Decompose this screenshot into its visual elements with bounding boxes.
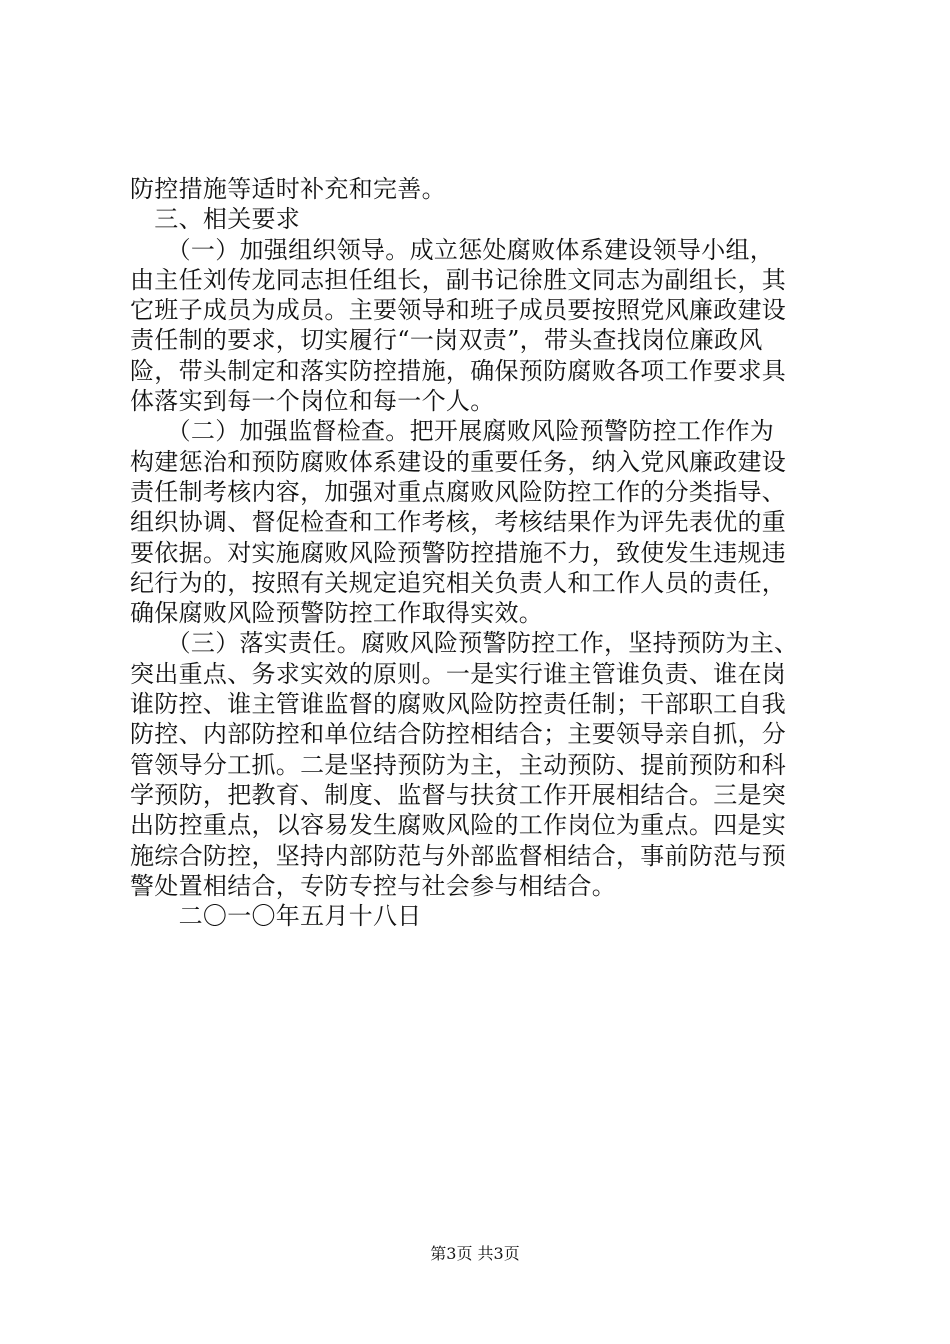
text-line: 体落实到每一个岗位和每一个人。: [130, 387, 495, 416]
text-line: 构建惩治和预防腐败体系建设的重要任务，纳入党风廉政建设: [130, 447, 787, 476]
text-line: 险，带头制定和落实防控措施，确保预防腐败各项工作要求具: [130, 356, 787, 385]
text-line: （一）加强组织领导。成立惩处腐败体系建设领导小组，: [130, 235, 775, 264]
text-line: 由主任刘传龙同志担任组长，副书记徐胜文同志为副组长，其: [130, 265, 787, 294]
text-line: （二）加强监督检查。把开展腐败风险预警防控工作作为: [130, 417, 775, 446]
document-body: [130, 174, 830, 931]
text-line: 组织协调、督促检查和工作考核，考核结果作为评先表优的重: [130, 508, 787, 537]
text-line: 警处置相结合，专防专控与社会参与相结合。: [130, 871, 616, 900]
text-line: 责任制的要求，切实履行“一岗双责”，带头查找岗位廉政风: [130, 326, 763, 355]
text-line: 确保腐败风险预警防控工作取得实效。: [130, 599, 544, 628]
text-line: 管领导分工抓。二是坚持预防为主，主动预防、提前预防和科: [130, 750, 787, 779]
text-line: 施综合防控，坚持内部防范与外部监督相结合，事前防范与预: [130, 841, 787, 870]
text-line: 责任制考核内容，加强对重点腐败风险防控工作的分类指导、: [130, 477, 787, 506]
section-heading: 三、相关要求: [130, 205, 301, 234]
text-line: 要依据。对实施腐败风险预警防控措施不力，致使发生违规违: [130, 538, 787, 567]
document-date: 二〇一〇年五月十八日: [130, 902, 422, 931]
text-line: 谁防控、谁主管谁监督的腐败风险防控责任制；干部职工自我: [130, 690, 787, 719]
text-line: 防控措施等适时补充和完善。: [130, 175, 446, 203]
text-line: 突出重点、务求实效的原则。一是实行谁主管谁负责、谁在岗: [130, 659, 787, 688]
text-line: 纪行为的，按照有关规定追究相关负责人和工作人员的责任，: [130, 568, 787, 597]
text-line: 它班子成员为成员。主要领导和班子成员要按照党风廉政建设: [130, 296, 787, 325]
text-line: （三）落实责任。腐败风险预警防控工作，坚持预防为主、: [130, 629, 799, 658]
text-line: 学预防，把教育、制度、监督与扶贫工作开展相结合。三是突: [130, 780, 787, 809]
text-line: 出防控重点，以容易发生腐败风险的工作岗位为重点。四是实: [130, 811, 787, 840]
page-number-footer: 第3页 共3页: [430, 1244, 520, 1263]
text-line: 防控、内部防控和单位结合防控相结合；主要领导亲自抓，分: [130, 720, 787, 749]
